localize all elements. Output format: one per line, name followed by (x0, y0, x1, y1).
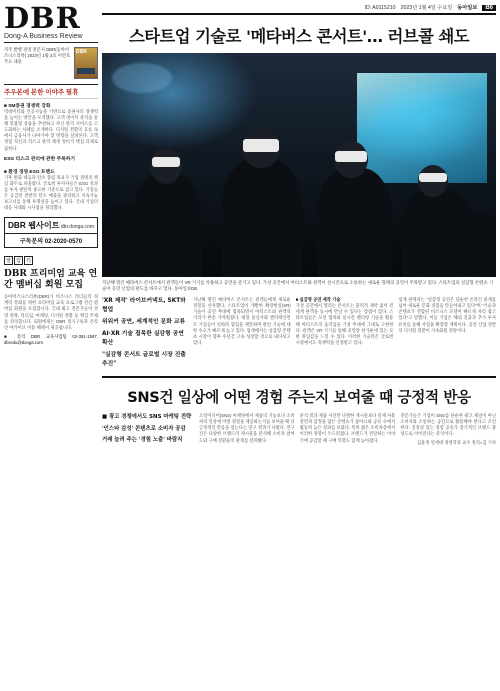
concert-photo (102, 53, 496, 277)
article1-pull-quotes (102, 297, 188, 372)
pull-quote: 위워커 공연, 세계적인 문화 교류 (102, 319, 186, 326)
article2-pull-quotes (102, 413, 194, 448)
article1-body (102, 297, 496, 372)
pull-quote: AI·XR 기술 접목한 실감형 공연 확산 (102, 331, 184, 347)
article1-column (296, 297, 394, 372)
article1-column: 업계 관계자는 "실감형 공연은 단순한 온라인 중계를 넘어 새로운 문화 경험을 만들어내고 있다"며 "기술과 콘텐츠가 결합된 비즈니스 모델이 빠르게 자리 잡고 있다"고 말했다. 이들 기업은 해외 진출과 추가 투자 유치를 통해 사업을 확장할 계획이다. 공연 산업 전반의 디지털 전환이 가속화될 전망이다. (398, 297, 497, 333)
pull-quote: '인스타 감성' 콘텐츠로 소비자 공감 (102, 425, 186, 432)
vr-headset-icon (419, 173, 447, 182)
cover-title: DBR (76, 49, 87, 55)
publish-date: 2023년 1월 4일 수요일 (400, 5, 453, 11)
main-content (102, 4, 496, 448)
pull-quote: 'XR 제작' 라이브커넥트, SKT와 협업 (102, 298, 186, 314)
issue-number: ID: A0115210 (364, 4, 396, 11)
article2-column (400, 413, 496, 448)
page-header (102, 4, 496, 15)
vr-headset-icon (243, 139, 279, 152)
article1-subhead: ■ 실감형 공연 제작 기술 (295, 297, 341, 303)
sidebar-section1-head: 주우본에 본한 이야주 필휴 (4, 84, 98, 99)
notice-tag-char: 림 (14, 256, 23, 265)
article2-byline: 김윤경 연세대 경영학과 교수 정리=김 기자 (416, 439, 497, 445)
article2-column-text: 전문가들은 기업이 SNS를 단순한 광고 채널이 아닌 소비자와 소통하는 공간으로 활용해야 한다고 조언한다. 진정성 있는 경험 공유가 장기적인 브랜드 충성도로 이어진다는 분석이다. (400, 413, 497, 437)
article2-column: 소셜미디어(SNS) 마케팅에서 제품의 기능보다 소비자의 일상에 어떤 경험을 제공하는지를 보여줄 때 더 긍정적인 반응을 얻는다는 연구 결과가 나왔다. 연구진은 다양한 브랜드의 게시물을 분석해 소비자 참여도와 구매 전환율의 관계를 살펴봤다. (199, 413, 295, 443)
vr-headset-icon (152, 157, 180, 167)
article2-headline: SNS건 일상에 어떤 경험 주는지 보여줄 때 긍정적 반응 (127, 389, 471, 407)
notice-tag (4, 256, 98, 265)
article1-column: 지난해 열린 메타버스 콘서트는 관객들에게 새로운 경험을 선사했다. 스타트업이 개발한 확장현실(XR) 기술이 공연 무대에 접목되면서 아티스트와 관객의 거리가 한층 가까워졌다. 대형 통신사와 엔터테인먼트 기업들이 잇따라 협업을 제안하며 관련 기술에 대한 수요가 빠르게 늘고 있다. 업계에서는 실감형 콘텐츠 시장이 향후 수년간 고속 성장할 것으로 내다보고 있다. (193, 297, 291, 345)
pull-quote: ■ 광고 경쟁에서도 SNS 마케팅 전략 (102, 414, 192, 421)
notice-title: DBR 프리미엄 교육 연간 멤버십 회원 모집 (4, 269, 98, 291)
photo-person (222, 158, 302, 277)
sidebar-section1-note: ESG 리스크 관리에 관한 주목하기 (4, 156, 76, 162)
page-number: B6 (482, 5, 496, 11)
website-title: DBR 웹사이트 (8, 221, 60, 231)
subscription-phone: 구독문의 02-2020-0570 (19, 239, 83, 246)
sidebar-section2-head: ■ 환경 경영 ESG 트렌드 (4, 169, 55, 175)
cover-band (77, 68, 95, 74)
notice-tag-char: 터 (24, 256, 33, 265)
photo-person (317, 168, 392, 277)
photo-led-screen (357, 73, 487, 183)
cover-thumbnail[interactable] (74, 47, 98, 79)
masthead-tagline: Dong-A Business Review (4, 33, 98, 43)
section-divider (102, 376, 496, 378)
photo-caption: 지난해 열린 메타버스 콘서트에서 관객들이 VR 기기를 착용하고 공연을 즐기고 있다. 가상 공간에서 아티스트와 관객이 실시간으로 소통하는 새로운 형태의 공연이 주목받고 있다. 스타트업의 실감형 콘텐츠 기술이 공연 산업의 판도를 바꾸고 있다. 동아일보DB (102, 280, 494, 291)
website-url[interactable]: dbr.donga.com (60, 224, 94, 231)
sidebar-section2-body: 기후 변화 대응과 탄소 중립 목표가 기업 경영의 핵심 화두로 떠올랐다. 글로벌 투자자들은 ESG 성과를 투자 판단의 중요한 기준으로 삼고 있다. 기업들은 공급망 전반의 탄소 배출을 관리하고 지속가능 보고서를 통해 투명성을 높이고 있다. 국내 기업의 대응 사례와 시사점을 정리했다. (4, 174, 98, 211)
sidebar-section1-body: 빅데이터와 인공지능을 기반으로 증권사의 경쟁력을 높이는 방안을 모색했다. 고객 데이터 분석을 통해 맞춤형 상품을 추천하고 자산 관리 서비스를 고도화하는 사례를 소개한다. 디지털 전환의 흐름 속에서 금융사가 나아가야 할 방향을 살펴본다. 고객 경험 혁신과 리스크 관리 체계 정비가 핵심 과제로 꼽힌다. (4, 109, 98, 151)
issue-block (4, 47, 98, 79)
masthead-logo: DBR (4, 1, 81, 35)
article2-column: 분석 결과 제품 사진만 나열한 게시물보다 실제 사용 장면과 감정을 담은 콘텐츠가 좋아요와 공유 수에서 월등히 높은 성과를 보였다. 특히 젊은 소비자층에서 이러한 경향이 두드러졌다. 브랜드가 전달하는 이야기에 공감할 때 구매 의향도 함께 높아졌다. (299, 413, 396, 443)
pull-quote: "실감형 콘서트 글로벌 시장 진출 추진" (102, 352, 186, 368)
article1-column-text: 가상 공간에서 열리는 콘서트는 물리적 제약 없이 전 세계 관객을 동시에 만날 수 있다는 장점이 있다. 스타트업들은 모션 캡처와 실시간 렌더링 기술을 활용해 아티스트의 움직임을 가상 무대에 그대로 구현한다. 관객은 VR 기기를 통해 공연장 한가운데 있는 듯한 몰입감을 느낄 수 있다. 이러한 기술력은 글로벌 시장에서도 경쟁력을 인정받고 있다. (295, 303, 394, 345)
sidebar-section1-sub: ■ SM증권 경쟁력 강화 (4, 104, 51, 109)
notice-tag-char: 알 (4, 256, 13, 265)
newspaper-name: 동아일보 (457, 5, 478, 11)
photo-light (112, 63, 172, 93)
photo-person (102, 203, 142, 277)
article1-headline: 스타트업 기술로 '메타버스 콘서트'… 러브콜 쇄도 (129, 27, 469, 46)
photo-person (462, 213, 496, 277)
photo-person (132, 173, 202, 277)
website-header (5, 218, 97, 234)
website-box[interactable] (4, 217, 98, 248)
vr-headset-icon (335, 151, 367, 162)
article2-body (102, 413, 496, 448)
issue-info: 격주 발행 경영 전문지 DBR(동아비즈니스리뷰) 2023년 1월 2호 이번호 주요 내용 (4, 47, 71, 65)
sidebar (4, 1, 98, 687)
notice-contact: ■ 문의 DBR 교육사업팀 02-361-1597, dbredu@donga.com (4, 333, 98, 345)
notice-body: 동아비즈니스리뷰(DBR)가 비즈니스 리더들의 경쟁력 강화를 위한 프리미엄 교육 프로그램 연간 멤버십 회원을 모집합니다. 국내 최고 전문가들이 경영 전략, 리더십, 마케팅, 디지털 전환 등 핵심 주제를 강의합니다. 회원에게는 DBR 정기구독과 온라인 아카이브 이용 혜택이 제공됩니다. (4, 294, 98, 330)
pull-quote: 거래 늘려 주는 '경험 노출' 바람직 (102, 437, 183, 444)
